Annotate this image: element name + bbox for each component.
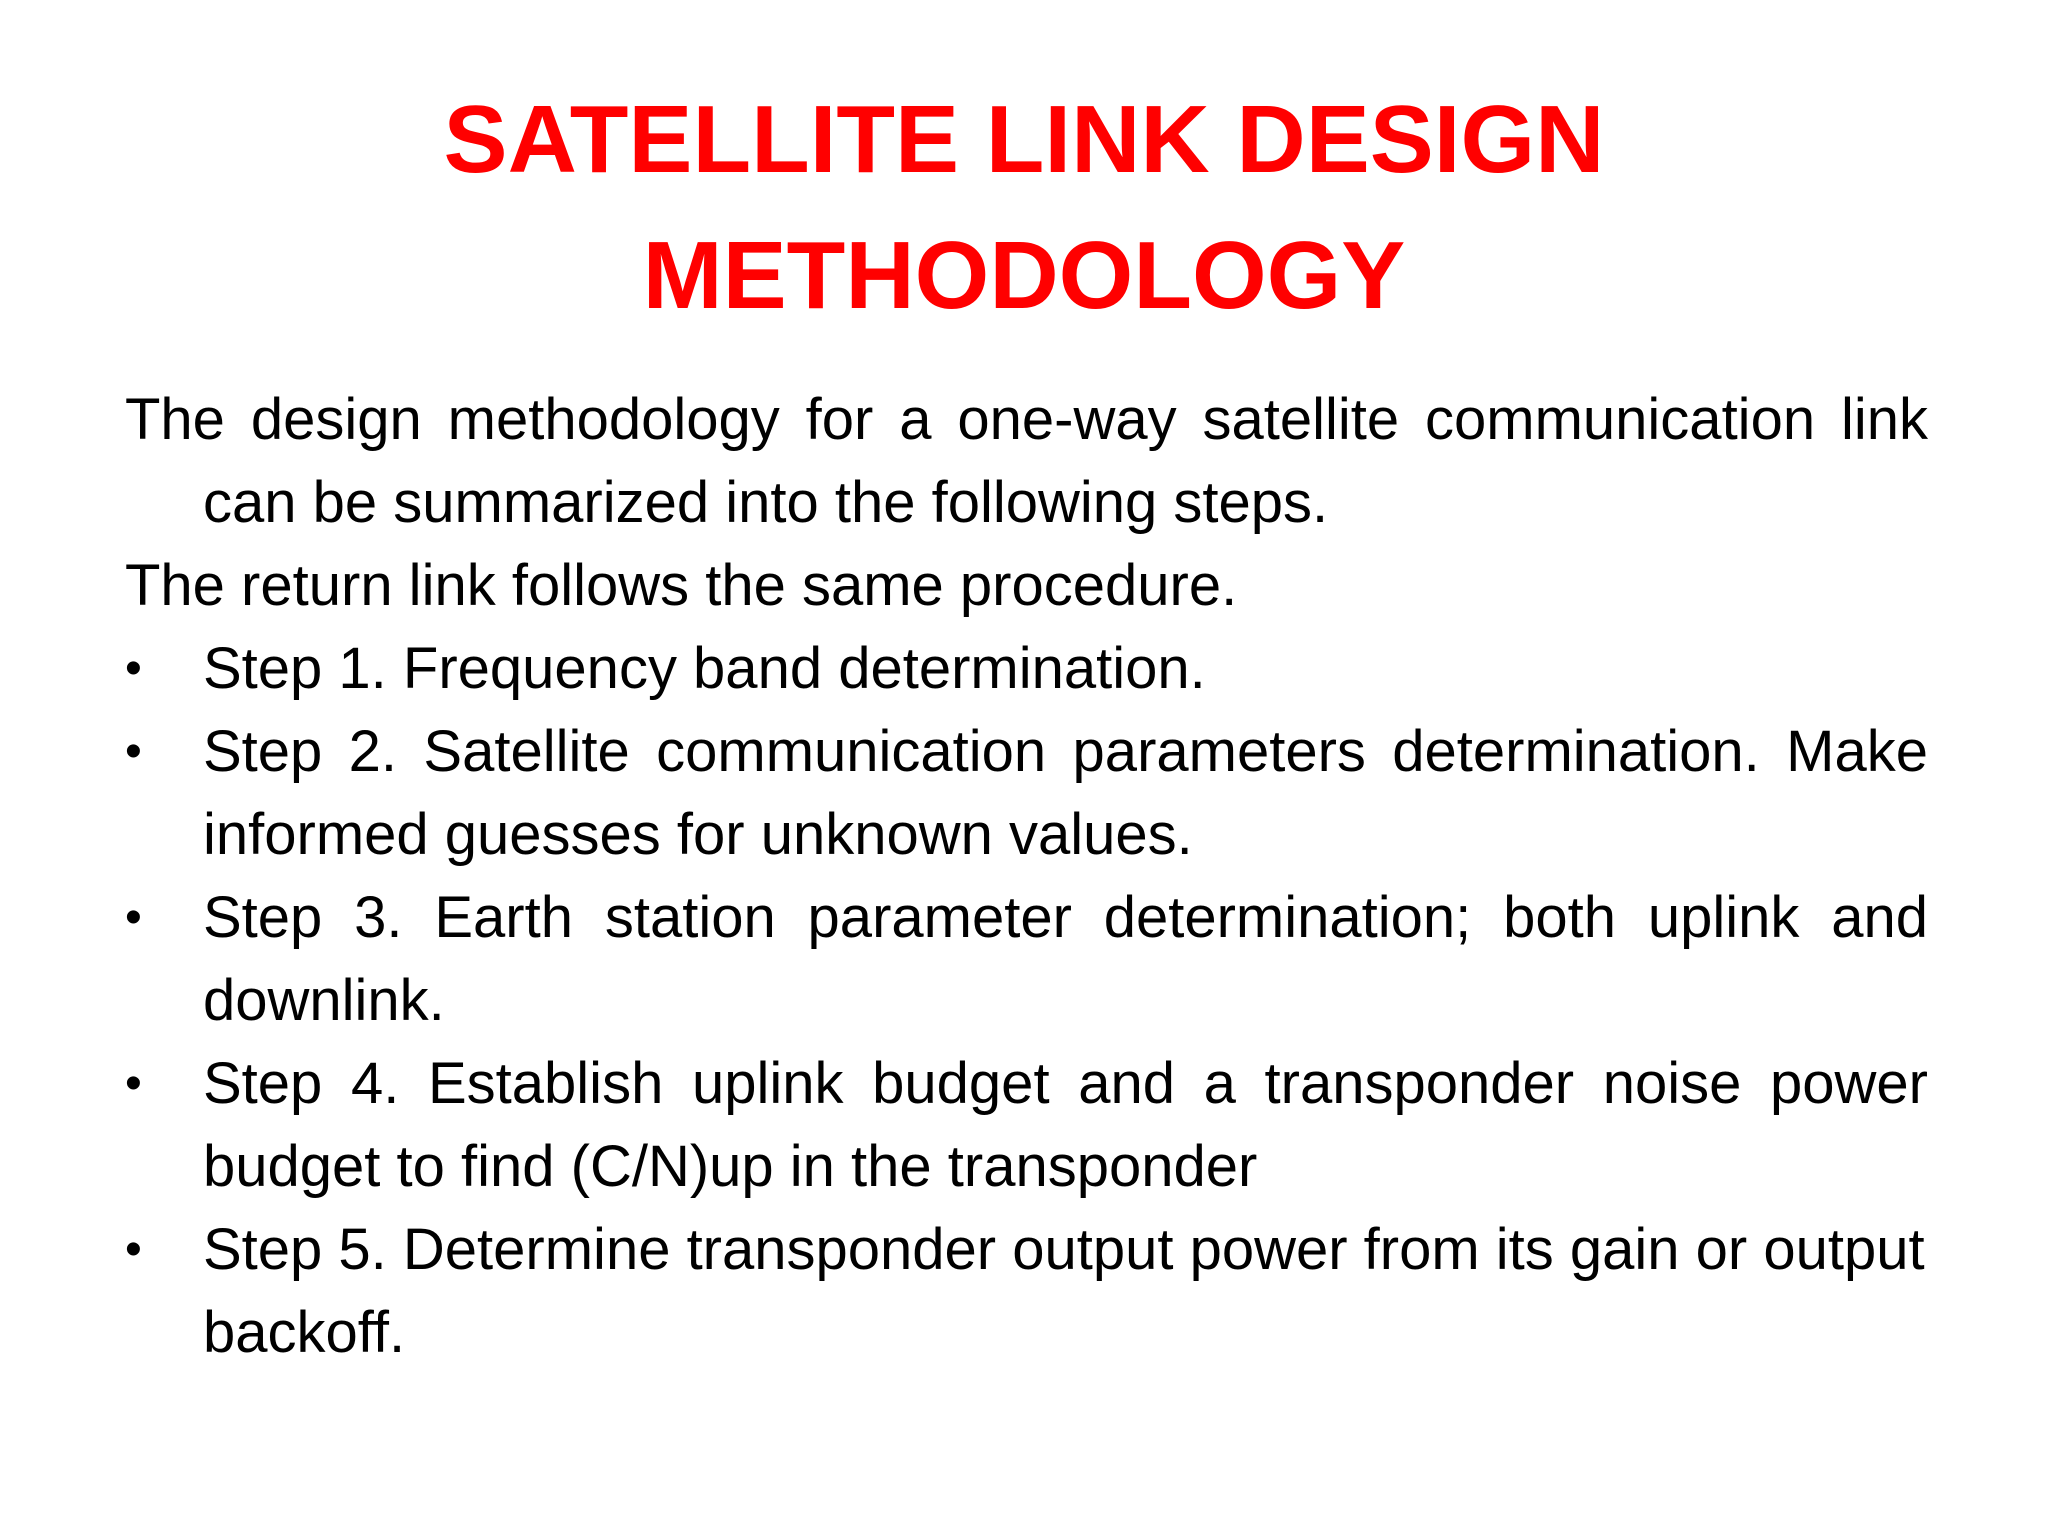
slide-body	[125, 378, 2025, 1374]
bullet-icon: •	[125, 1223, 142, 1276]
slide-title	[0, 72, 2048, 344]
bullet-icon: •	[125, 642, 142, 695]
step-2	[125, 710, 1928, 876]
bullet-icon: •	[125, 1057, 142, 1110]
steps-list	[125, 627, 2025, 1374]
step-5-text: Step 5. Determine transponder output power from its gain or output backoff.	[203, 1217, 1925, 1365]
intro-paragraph: The design methodology for a one-way satellite communication link can be summarized into the following steps.	[125, 387, 1928, 535]
step-1	[125, 627, 1928, 710]
title-line-2: METHODOLOGY	[642, 222, 1406, 329]
step-1-text: Step 1. Frequency band determination.	[203, 636, 1206, 701]
step-2-text: Step 2. Satellite communication parameters determination. Make informed guesses for unknown values.	[203, 719, 1928, 867]
bullet-icon: •	[125, 725, 142, 778]
step-4	[125, 1042, 1928, 1208]
bullet-icon: •	[125, 891, 142, 944]
step-3	[125, 876, 2025, 1042]
return-link-note: The return link follows the same procedure.	[125, 553, 1238, 618]
step-5	[125, 1208, 1928, 1374]
title-line-1: SATELLITE LINK DESIGN	[443, 86, 1605, 193]
step-3-text: Step 3. Earth station parameter determination; both uplink and downlink.	[203, 885, 2025, 1033]
step-4-text: Step 4. Establish uplink budget and a transponder noise power budget to find (C/N)up in the transponder	[203, 1051, 1928, 1199]
